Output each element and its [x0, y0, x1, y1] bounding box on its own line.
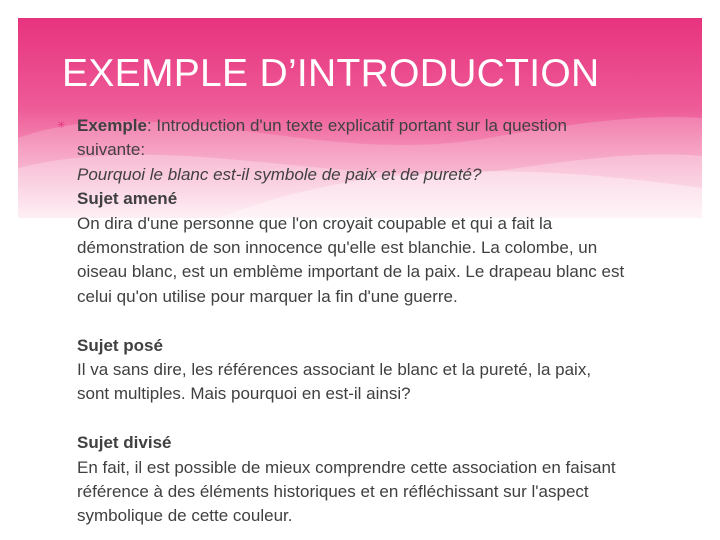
- intro-line: [77, 114, 627, 163]
- example-description: : Introduction d'un texte explicatif portant sur la question suivante:: [77, 116, 567, 160]
- section-text-sujet-divise: En fait, il est possible de mieux comprendre cette association en faisant référence à des éléments historiques et en réfléchissant sur l'aspect symbolique de cette couleur.: [77, 457, 616, 526]
- example-label: Exemple: [77, 116, 147, 135]
- slide-title: EXEMPLE D’INTRODUCTION: [62, 52, 600, 95]
- bullet-text: [77, 114, 627, 529]
- section-heading-sujet-pose: Sujet posé: [77, 335, 163, 355]
- bullet-item: [57, 114, 627, 529]
- spacer: [77, 407, 627, 431]
- asterisk-icon: ✳: [57, 120, 66, 131]
- section-heading-sujet-divise: Sujet divisé: [77, 433, 172, 453]
- section-text-sujet-pose: Il va sans dire, les références associant le blanc et la pureté, la paix, sont multiples. Mais pourquoi en est-il ainsi?: [77, 360, 592, 404]
- section-text-sujet-amene: On dira d'une personne que l'on croyait coupable et qui a fait la démonstration de son innocence qu'elle est blanchie. La colombe, un oiseau blanc, est un emblème important de la paix. Le drapeau blanc est celui qu'on utilise pour marquer la fin d'une guerre.: [77, 213, 625, 306]
- section-heading-sujet-amene: Sujet amené: [77, 189, 178, 209]
- spacer: [77, 309, 627, 333]
- slide-content: [57, 114, 627, 529]
- question-text: Pourquoi le blanc est-il symbole de paix et de pureté?: [77, 164, 482, 184]
